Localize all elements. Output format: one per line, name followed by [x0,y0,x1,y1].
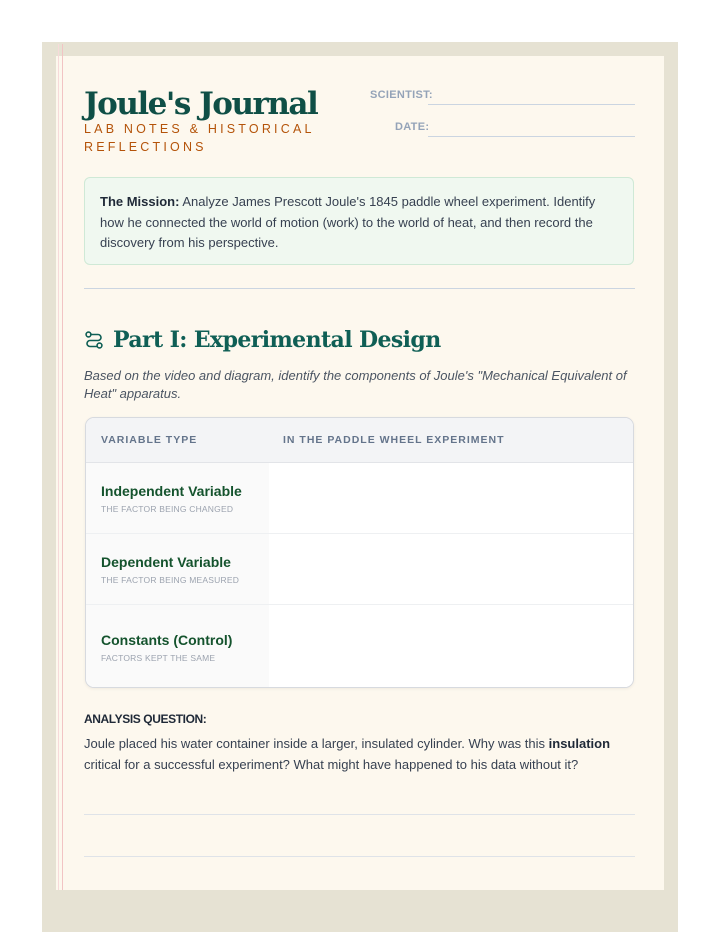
analysis-text-start: Joule placed his water container inside a larger, insulated cylinder. Why was this [84,736,549,751]
variables-table [85,417,634,688]
answer-line[interactable] [84,814,635,815]
route-icon [84,330,104,350]
variable-hint: THE FACTOR BEING CHANGED [101,504,234,514]
table-row [86,605,633,688]
analysis-question-text [84,734,636,775]
answer-line[interactable] [84,856,635,857]
mission-text: Analyze James Prescott Joule's 1845 paddle wheel experiment. Identify how he connected the world of motion (work) to the world of heat, and then record the discovery from his perspective. [100,194,596,250]
part-1-title: Part I: Experimental Design [113,327,441,353]
margin-line [62,44,63,890]
analysis-emphasis: insulation [548,736,611,751]
mission-box [84,177,634,265]
variable-name: Constants (Control) [101,632,233,648]
section-divider [84,288,635,289]
answer-cell-constants[interactable] [269,605,633,688]
date-field[interactable] [428,136,635,137]
scientist-field[interactable] [428,104,635,105]
table-header [86,418,633,463]
journal-title: Joule's Journal [84,86,318,122]
variable-name: Dependent Variable [101,554,231,570]
part-1-heading [84,322,441,358]
answer-cell-independent[interactable] [269,463,633,533]
column-header-variable-type: VARIABLE TYPE [101,434,198,446]
part-1-intro: Based on the video and diagram, identify the components of Joule's "Mechanical Equivalent of Heat" apparatus. [84,368,627,401]
date-label: DATE: [395,121,430,133]
answer-cell-dependent[interactable] [269,534,633,604]
margin-line-inner [58,44,59,890]
variable-name: Independent Variable [101,483,242,499]
journal-subtitle: LAB NOTES & HISTORICAL REFLECTIONS [84,122,315,154]
scientist-label: SCIENTIST: [370,89,433,101]
analysis-text-end: critical for a successful experiment? What might have happened to his data without it? [84,756,579,772]
variable-hint: FACTORS KEPT THE SAME [101,653,216,663]
mission-label: The Mission: [100,194,180,209]
table-row [86,534,633,605]
column-header-experiment: IN THE PADDLE WHEEL EXPERIMENT [283,434,505,446]
variable-hint: THE FACTOR BEING MEASURED [101,575,240,585]
analysis-question-label: ANALYSIS QUESTION: [84,712,207,726]
table-row [86,463,633,534]
